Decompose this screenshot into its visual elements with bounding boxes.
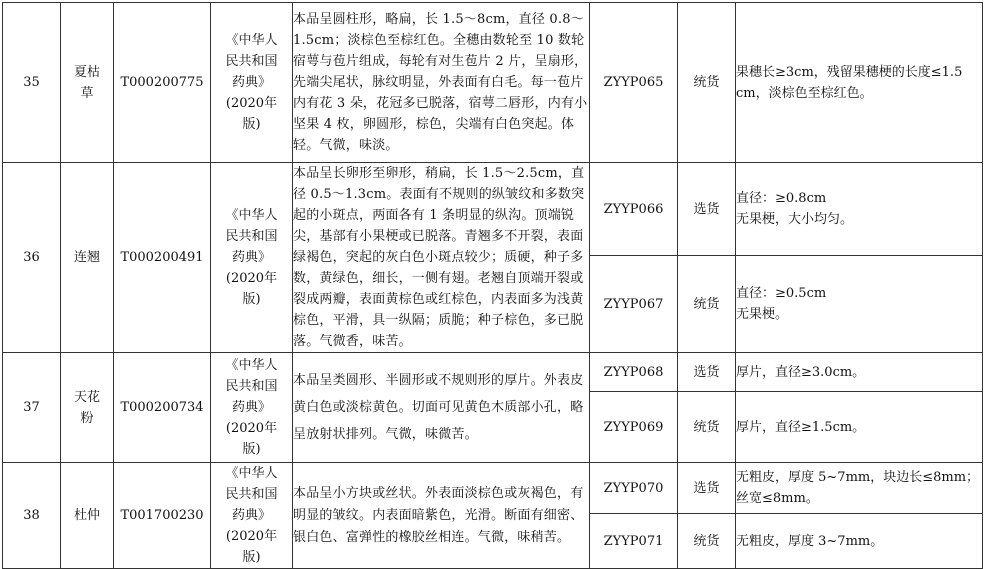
spec-code: ZYYP070 (590, 463, 678, 514)
grade-requirement: 厚片，直径≥3.0cm。 (736, 353, 983, 392)
grade: 选货 (678, 163, 736, 256)
table-row (3, 353, 983, 392)
herb-code: T000200491 (114, 163, 211, 353)
standard-reference: 《中华人民共和国药典》(2020年版) (211, 3, 293, 163)
grade-requirement: 无粗皮，厚度 3~7mm。 (736, 514, 983, 569)
herb-name: 夏枯草 (61, 3, 114, 163)
grade-requirement: 厚片，直径≥1.5cm。 (736, 392, 983, 463)
row-number: 35 (3, 3, 61, 163)
row-number: 38 (3, 463, 61, 569)
herb-name: 杜仲 (61, 463, 114, 569)
spec-code: ZYYP068 (590, 353, 678, 392)
grade: 统货 (678, 3, 736, 163)
spec-code: ZYYP069 (590, 392, 678, 463)
row-number: 36 (3, 163, 61, 353)
grade-requirement: 无粗皮，厚度 5~7mm，块边长≤8mm；丝宽≤8mm。 (736, 463, 983, 514)
standard-reference: 《中华人民共和国药典》(2020年版) (211, 463, 293, 569)
herb-name: 天花粉 (61, 353, 114, 463)
spec-code: ZYYP066 (590, 163, 678, 256)
grade: 选货 (678, 353, 736, 392)
herb-code: T000200775 (114, 3, 211, 163)
spec-code: ZYYP065 (590, 3, 678, 163)
standard-reference: 《中华人民共和国药典》(2020年版) (211, 163, 293, 353)
herb-name: 连翘 (61, 163, 114, 353)
table-row (3, 3, 983, 163)
herb-description: 本品呈圆柱形，略扁，长 1.5～8cm，直径 0.8～1.5cm；淡棕色至棕红色。全穗由数轮至 10 数轮宿萼与苞片组成，每轮有对生苞片 2 片，呈扇形，先端尖尾状，脉纹明显，外表面有白毛。每一苞片内有花 3 朵，花冠多已脱落，宿萼二唇形，内有小坚果 4 枚，卵圆形，棕色，尖端有白色突起。体轻。气微，味淡。 (293, 3, 590, 163)
herb-code: T000200734 (114, 353, 211, 463)
row-number: 37 (3, 353, 61, 463)
spec-code: ZYYP071 (590, 514, 678, 569)
herb-code: T001700230 (114, 463, 211, 569)
grade: 选货 (678, 463, 736, 514)
grade-requirement: 果穗长≥3cm，残留果穗梗的长度≤1.5 cm，淡棕色至棕红色。 (736, 3, 983, 163)
grade: 统货 (678, 514, 736, 569)
grade-requirement: 直径：≥0.5cm 无果梗。 (736, 256, 983, 353)
herb-description: 本品呈小方块或丝状。外表面淡棕色或灰褐色，有明显的皱纹。内表面暗紫色，光滑。断面有细密、银白色、富弹性的橡胶丝相连。气微，味稍苦。 (293, 463, 590, 569)
herb-description: 本品呈类圆形、半圆形或不规则形的厚片。外表皮黄白色或淡棕黄色。切面可见黄色木质部小孔，略呈放射状排列。气微，味微苦。 (293, 353, 590, 463)
standard-reference: 《中华人民共和国药典》(2020年版) (211, 353, 293, 463)
herb-description: 本品呈长卵形至卵形，稍扁，长 1.5～2.5cm，直径 0.5～1.3cm。表面有不规则的纵皱纹和多数突起的小斑点，两面各有 1 条明显的纵沟。顶端锐尖，基部有小果梗或已脱落。青翘多不开裂，表面绿褐色，突起的灰白色小斑点较少；质硬，种子多数，黄绿色，细长，一侧有翅。老翘自顶端开裂或裂成两瓣，表面黄棕色或红棕色，内表面多为浅黄棕色，平滑，具一纵隔；质脆；种子棕色，多已脱落。气微香，味苦。 (293, 163, 590, 353)
table-row (3, 163, 983, 256)
herb-spec-table (2, 2, 983, 569)
spec-code: ZYYP067 (590, 256, 678, 353)
grade-requirement: 直径：≥0.8cm 无果梗，大小均匀。 (736, 163, 983, 256)
grade: 统货 (678, 392, 736, 463)
grade: 统货 (678, 256, 736, 353)
table-row (3, 463, 983, 514)
